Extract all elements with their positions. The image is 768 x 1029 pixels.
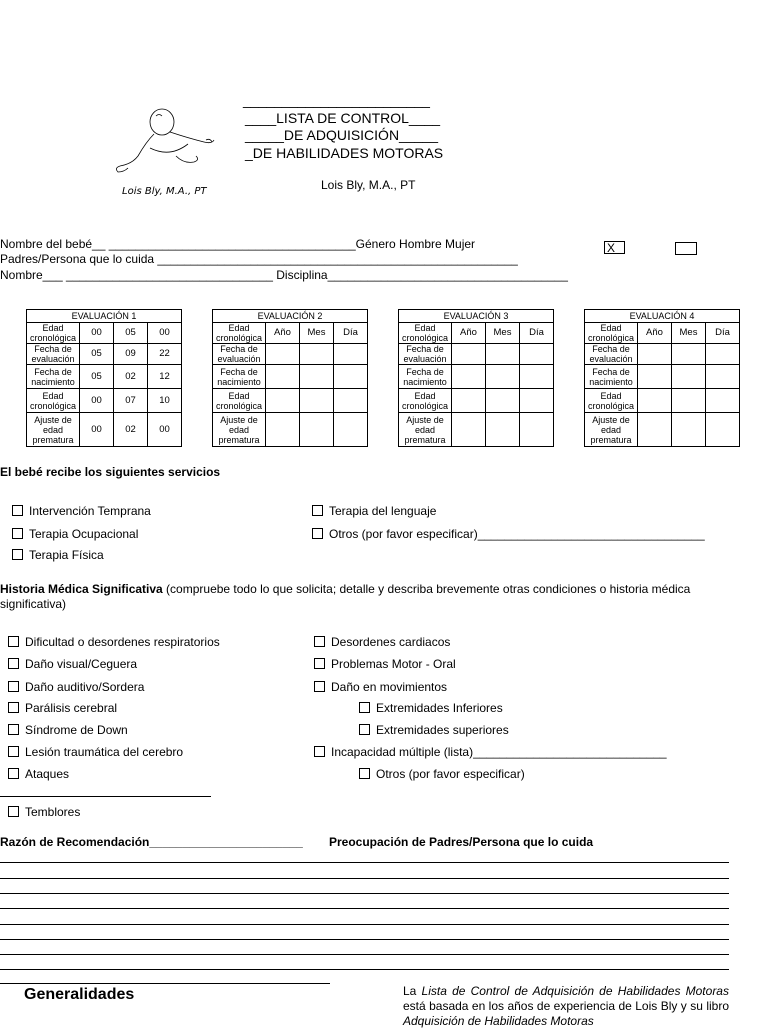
checkbox-icon xyxy=(314,658,325,669)
history-heading-line2: significativa) xyxy=(0,597,67,611)
answer-line[interactable] xyxy=(0,954,729,955)
checkbox-icon xyxy=(8,681,19,692)
checkbox-icon xyxy=(359,768,370,779)
checkbox-icon xyxy=(8,768,19,779)
history-cerebral-palsy[interactable]: Parálisis cerebral xyxy=(8,701,117,715)
title-line-3: _DE HABILIDADES MOTORAS xyxy=(245,145,444,161)
evaluation-table-4: EVALUACIÓN 4 Edad cronológica Año Mes Día Fecha de evaluación Fecha de nacimiento Edad cronológica Ajuste de edad prematura xyxy=(584,309,740,447)
service-others[interactable]: Otros (por favor especificar)__________________________________ xyxy=(312,527,705,541)
checkbox-icon xyxy=(12,528,23,539)
services-heading: El bebé recibe los siguientes servicios xyxy=(0,465,221,479)
history-down[interactable]: Síndrome de Down xyxy=(8,723,128,737)
service-speech[interactable]: Terapia del lenguaje xyxy=(312,504,436,518)
checkbox-icon xyxy=(312,505,323,516)
checkbox-icon xyxy=(314,636,325,647)
history-hearing[interactable]: Daño auditivo/Sordera xyxy=(8,680,144,694)
evaluation-table-2: EVALUACIÓN 2 Edad cronológica Año Mes Día Fecha de evaluación Fecha de nacimiento Edad cronológica Ajuste de edad prematura xyxy=(212,309,368,447)
baby-logo-icon xyxy=(110,104,220,184)
gender-checkbox-female[interactable] xyxy=(675,242,697,255)
history-cardiac[interactable]: Desordenes cardiacos xyxy=(314,635,450,649)
parent-concern: Preocupación de Padres/Persona que lo cuida xyxy=(329,835,594,849)
history-heading: Historia Médica Significativa (compruebe todo lo que solicita; detalle y describa brevemente otras condiciones o historia médica xyxy=(0,582,691,596)
referral-reason: Razón de Recomendación_______________________ xyxy=(0,835,303,849)
checkbox-icon xyxy=(314,681,325,692)
divider xyxy=(0,796,211,797)
checkbox-icon xyxy=(8,746,19,757)
logo-caption: Lois Bly, M.A., PT xyxy=(122,186,207,197)
answer-line[interactable] xyxy=(0,924,729,925)
answer-line[interactable] xyxy=(0,939,729,940)
checkbox-icon xyxy=(12,549,23,560)
title-line-2: _____DE ADQUISICIÓN_____ xyxy=(245,127,438,143)
gender-checkbox-male[interactable]: X xyxy=(604,241,625,254)
patient-line-3: Nombre___ _______________________________ Disciplina____________________________________ xyxy=(0,268,568,282)
history-brain-injury[interactable]: Lesión traumática del cerebro xyxy=(8,745,183,759)
checkbox-icon xyxy=(8,724,19,735)
checkbox-icon xyxy=(12,505,23,516)
history-tremors[interactable]: Temblores xyxy=(8,805,80,819)
history-multiple[interactable]: Incapacidad múltiple (lista)_____________________________ xyxy=(314,745,667,759)
service-occupational[interactable]: Terapia Ocupacional xyxy=(12,527,138,541)
history-upper-limbs[interactable]: Extremidades superiores xyxy=(359,723,509,737)
patient-line-2: Padres/Persona que lo cuida ______________________________________________________ xyxy=(0,252,518,266)
history-others[interactable]: Otros (por favor especificar) xyxy=(359,767,525,781)
eval-title: EVALUACIÓN 1 xyxy=(27,310,182,323)
answer-line[interactable] xyxy=(0,862,729,863)
title-line-1: ____LISTA DE CONTROL____ xyxy=(245,110,441,126)
answer-line[interactable] xyxy=(0,983,330,984)
answer-line[interactable] xyxy=(0,878,729,879)
title-topline: ________________________ xyxy=(243,92,430,108)
history-oral-motor[interactable]: Problemas Motor - Oral xyxy=(314,657,456,671)
checkbox-icon xyxy=(312,528,323,539)
answer-line[interactable] xyxy=(0,908,729,909)
evaluation-table-1: EVALUACIÓN 1 Edad cronológica 00 05 00 Fecha de evaluación 05 09 22 Fecha de nacimiento 05 02 12 Edad cronológica 00 07 10 Ajuste de edad prematura 00 02 00 xyxy=(26,309,182,447)
checkbox-icon xyxy=(314,746,325,757)
history-respiratory[interactable]: Dificultad o desordenes respiratorios xyxy=(8,635,220,649)
general-text: La Lista de Control de Adquisición de Habilidades Motoras está basada en los años de experiencia de Lois Bly y su libro Adquisición de Habilidades Motoras xyxy=(403,984,729,1028)
author: Lois Bly, M.A., PT xyxy=(321,178,416,192)
answer-line[interactable] xyxy=(0,969,729,970)
checkbox-icon xyxy=(8,806,19,817)
checkbox-icon xyxy=(8,636,19,647)
history-seizures[interactable]: Ataques xyxy=(8,767,69,781)
checkbox-icon xyxy=(359,702,370,713)
service-early-intervention[interactable]: Intervención Temprana xyxy=(12,504,151,518)
checkbox-icon xyxy=(8,702,19,713)
history-visual[interactable]: Daño visual/Ceguera xyxy=(8,657,137,671)
checkbox-icon xyxy=(8,658,19,669)
checkbox-icon xyxy=(359,724,370,735)
patient-line-1: Nombre del bebé__ _____________________________________Género Hombre Mujer xyxy=(0,237,476,251)
answer-line[interactable] xyxy=(0,893,729,894)
evaluation-table-3: EVALUACIÓN 3 Edad cronológica Año Mes Día Fecha de evaluación Fecha de nacimiento Edad cronológica Ajuste de edad prematura xyxy=(398,309,554,447)
general-heading: Generalidades xyxy=(24,986,135,1003)
history-movement[interactable]: Daño en movimientos xyxy=(314,680,447,694)
history-lower-limbs[interactable]: Extremidades Inferiores xyxy=(359,701,503,715)
service-physical[interactable]: Terapia Física xyxy=(12,548,104,562)
